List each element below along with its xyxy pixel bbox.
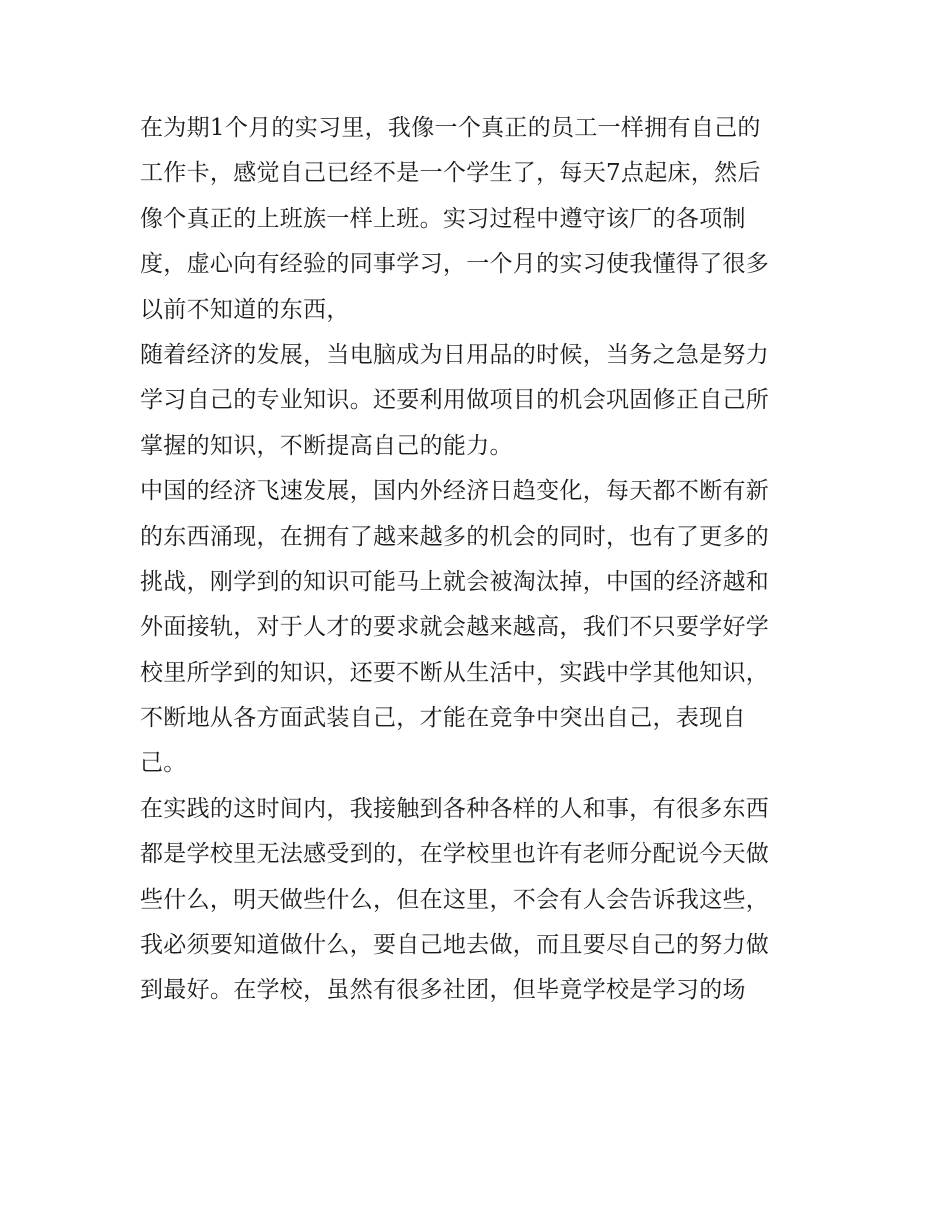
text-line: 己。: [140, 750, 187, 777]
text-line: 像个真正的上班族一样上班。实习过程中遵守该厂的各项制: [140, 205, 746, 232]
text-line: 不断地从各方面武装自己，才能在竞争中突出自己，表现自: [140, 705, 746, 732]
text-line: 到最好。在学校，虽然有很多社团，但毕竟学校是学习的场: [140, 977, 746, 1004]
text-line: 挑战，刚学到的知识可能马上就会被淘汰掉，中国的经济越和: [140, 568, 770, 595]
text-line: 外面接轨，对于人才的要求就会越来越高，我们不只要学好学: [140, 614, 770, 641]
text-line: 的东西涌现，在拥有了越来越多的机会的同时，也有了更多的: [140, 523, 770, 550]
text-line: 以前不知道的东西，: [140, 296, 350, 323]
text-line: 校里所学到的知识，还要不断从生活中，实践中学其他知识，: [140, 659, 770, 686]
body-text: [140, 106, 820, 1014]
text-line: 学习自己的专业知识。还要利用做项目的机会巩固修正自己所: [140, 387, 770, 414]
text-line: 随着经济的发展，当电脑成为日用品的时候，当务之急是努力: [140, 341, 770, 368]
text-line: 都是学校里无法感受到的，在学校里也许有老师分配说今天做: [140, 841, 770, 868]
text-line: 中国的经济飞速发展，国内外经济日趋变化，每天都不断有新: [140, 478, 770, 505]
text-line: 在实践的这时间内，我接触到各种各样的人和事，有很多东西: [140, 795, 770, 822]
text-line: 工作卡，感觉自己已经不是一个学生了，每天7点起床，然后: [140, 160, 761, 187]
text-line: 些什么，明天做些什么，但在这里，不会有人会告诉我这些，: [140, 886, 770, 913]
text-line: 掌握的知识，不断提高自己的能力。: [140, 432, 513, 459]
text-line: 我必须要知道做什么，要自己地去做，而且要尽自己的努力做: [140, 932, 770, 959]
text-line: 在为期1个月的实习里，我像一个真正的员工一样拥有自己的: [140, 115, 761, 141]
text-line: 度，虚心向有经验的同事学习，一个月的实习使我懂得了很多: [140, 251, 770, 278]
